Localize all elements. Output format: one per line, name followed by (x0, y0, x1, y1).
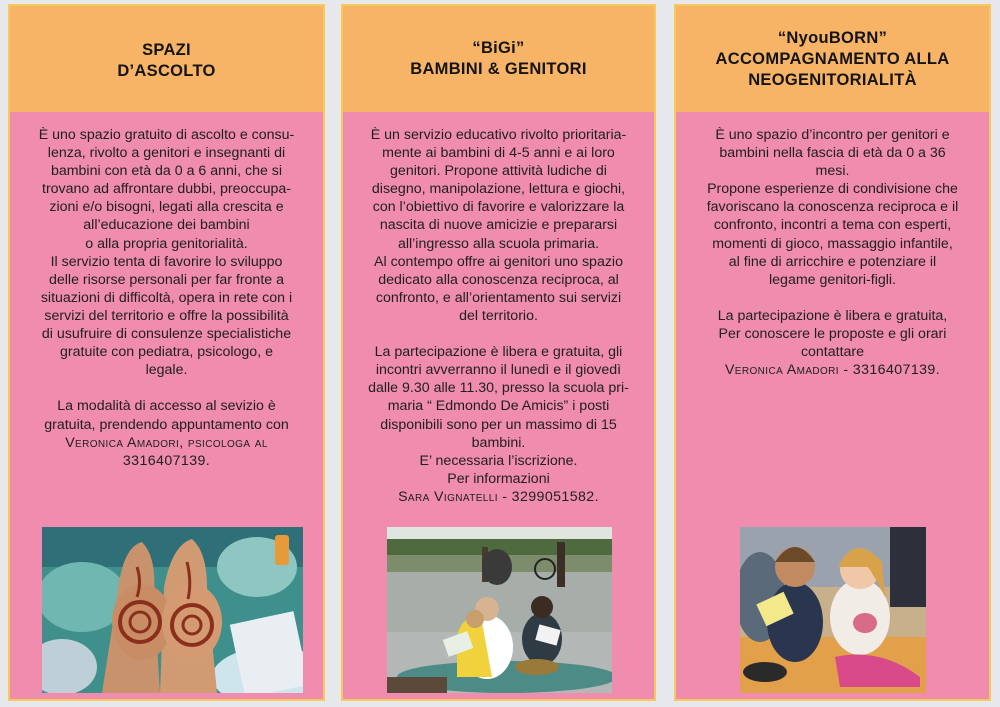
contact-line: Veronica Amadori - 3316407139. (724, 362, 941, 379)
description-line: situazioni di difficoltà, opera in rete con i (40, 289, 293, 306)
contact-line: Veronica Amadori, psicologa al (65, 434, 268, 451)
description-line: È un servizio educativo rivolto prioritaria- (370, 127, 627, 143)
contact-line: Sara Vignatelli - 3299051582. (398, 488, 599, 505)
description-line: maria “ Edmondo De Amicis” i posti (387, 398, 610, 415)
children-reading-photo (740, 527, 926, 693)
description-line: con l’obiettivo di favorire e valorizzare la (372, 199, 625, 216)
description-line: E’ necessaria l’iscrizione. (419, 452, 578, 469)
panel-spazi-ascolto (8, 4, 325, 701)
description-line: all’ingresso alla scuola primaria. (397, 235, 600, 252)
description-line: dedicato alla conoscenza reciproca, al (378, 271, 619, 288)
panel-nyouborn (674, 4, 991, 701)
panel-title-line: D’ASCOLTO (117, 62, 216, 80)
description-line: all’educazione dei bambini (83, 217, 250, 234)
panel-description (10, 126, 323, 470)
description-line: La partecipazione è libera e gratuita, gli (374, 344, 623, 361)
panel-title-line: BAMBINI & GENITORI (410, 60, 587, 78)
paragraph-gap (10, 379, 323, 397)
park-reading-photo (387, 527, 612, 693)
panel-title-line: ACCOMPAGNAMENTO ALLA (715, 49, 950, 68)
panel-title-line: SPAZI (142, 41, 191, 59)
description-line: momenti di gioco, massaggio infantile, (712, 235, 953, 252)
paragraph-gap (676, 289, 989, 307)
contact-line: 3316407139. (122, 452, 211, 469)
description-line: zioni e/o bisogni, legati alla crescita e (49, 199, 284, 216)
description-line: lenza, rivolto a genitori e insegnanti di (47, 145, 286, 162)
description-line: trovano ad affrontare dubbi, preoccupa- (42, 181, 291, 198)
description-line: nascita di nuove amicizie e prepararsi (379, 217, 618, 234)
description-line: Propone esperienze di condivisione che (707, 181, 958, 198)
description-line: al fine di arricchire e potenziare il (728, 253, 937, 270)
description-line: gratuita, prendendo appuntamento con (44, 416, 289, 433)
description-line: mente ai bambini di 4-5 anni e ai loro (382, 145, 615, 162)
description-line: disponibili sono per un massimo di 15 (380, 416, 617, 433)
henna-hands-photo (42, 527, 303, 693)
paragraph-gap (343, 325, 654, 343)
description-line: dalle 9.30 alle 11.30, presso la scuola pri- (368, 380, 629, 397)
description-line: La partecipazione è libera e gratuita, (717, 307, 948, 324)
description-line: confronto, incontri a tema con esperti, (713, 217, 952, 234)
panel-description (676, 126, 989, 379)
description-line: È uno spazio gratuito di ascolto e consu- (38, 127, 295, 143)
panel-header (676, 6, 989, 112)
panel-header (10, 6, 323, 112)
panel-description (343, 126, 654, 506)
description-line: bambini. (471, 434, 526, 451)
description-line: delle risorse personali per far fronte a (48, 271, 284, 288)
description-line: contattare (800, 344, 865, 361)
description-line: Per informazioni (447, 470, 550, 487)
panel-bigi (341, 4, 656, 701)
description-line: legale. (145, 362, 188, 379)
description-line: del territorio. (459, 307, 538, 324)
description-line: bambini con età da 0 a 6 anni, che si (50, 163, 283, 180)
description-line: Per conoscere le proposte e gli orari (718, 326, 947, 343)
panel-title-line: “BiGi” (472, 39, 525, 57)
panel-header (343, 6, 654, 112)
panel-title-line: NEOGENITORIALITÀ (748, 70, 917, 89)
description-line: confronto, e all’orientamento sui servizi (375, 289, 622, 306)
description-line: o alla propria genitorialità. (85, 235, 248, 252)
panel-title-line: “NyouBORN” (777, 28, 888, 47)
description-line: bambini nella fascia di età da 0 a 36 (719, 145, 946, 162)
description-line: disegno, manipolazione, lettura e giochi, (371, 181, 626, 198)
description-line: incontri avverranno il lunedì e il giovedì (375, 362, 622, 379)
description-line: servizi del territorio e offre la possibilità (44, 307, 289, 324)
description-line: gratuite con pediatra, psicologo, e (60, 344, 273, 361)
description-line: La modalità di accesso al sevizio è (57, 398, 276, 415)
description-line: Al contempo offre ai genitori uno spazio (374, 253, 623, 270)
description-line: di usufruire di consulenze specialistiche (41, 326, 292, 343)
description-line: legame genitori-figli. (769, 271, 896, 288)
description-line: Il servizio tenta di favorire lo sviluppo (50, 253, 283, 270)
description-line: mesi. (815, 163, 850, 180)
description-line: È uno spazio d’incontro per genitori e (715, 127, 950, 143)
description-line: genitori. Propone attività ludiche di (390, 163, 607, 180)
description-line: favoriscano la conoscenza reciproca e il (706, 199, 959, 216)
